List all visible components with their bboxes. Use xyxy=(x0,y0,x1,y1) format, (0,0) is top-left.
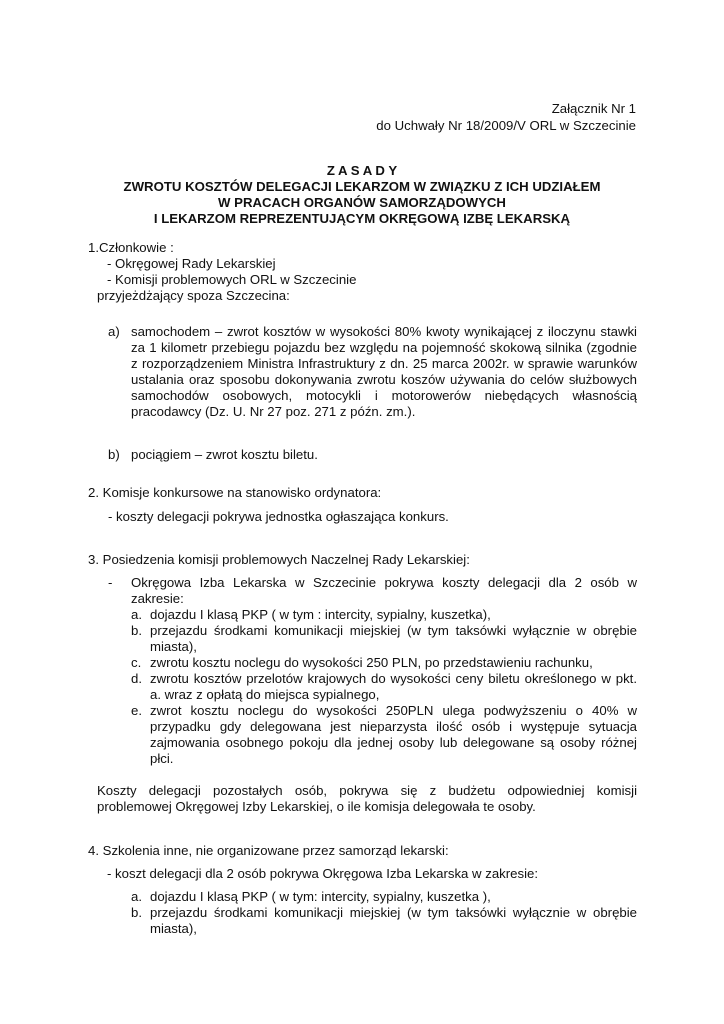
section-1-a-line-3: z rozporządzeniem Ministra Infrastruktury z dn. 25 marca 2002r. w sprawie warunków xyxy=(131,356,637,371)
section-3-note-line-2: problemowej Okręgowej Izby Lekarskiej, o ile komisja delegowała te osoby. xyxy=(97,799,536,814)
section-1-item-2: - Komisji problemowych ORL w Szczecinie xyxy=(107,272,357,287)
section-3-e-line-3: zajmowania osobnego pokoju dla jednej osoby lub delegowane są osoby różnej xyxy=(150,735,637,750)
section-3-d-line-1: zwrotu kosztów przelotów krajowych do wysokości ceny biletu określonego w pkt. xyxy=(150,671,637,686)
section-4-b-line-1: przejazdu środkami komunikacji miejskiej (w tym taksówki wyłącznie w obrębie xyxy=(150,905,637,920)
list-marker-4b: b. xyxy=(131,905,142,920)
section-1-a-line-1: samochodem – zwrot kosztów w wysokości 80% kwoty wynikającej z iloczynu stawki xyxy=(131,324,637,339)
section-3-d-line-2: a. wraz z opłatą do miejsca sypialnego, xyxy=(150,687,380,702)
section-3-intro-line-2: zakresie: xyxy=(131,591,184,606)
list-marker-3a: a. xyxy=(131,607,142,622)
title-line-3: W PRACACH ORGANÓW SAMORZĄDOWYCH xyxy=(218,195,506,210)
section-1-a-line-5: samochodów osobowych, motocykli i motorowerów niebędących własnością xyxy=(131,388,637,403)
section-3-e-line-2: przypadku gdy delegowana jest nieparzysta ilość osób i występuje sytuacja xyxy=(150,719,637,734)
section-3-intro-line-1: Okręgowa Izba Lekarska w Szczecinie pokrywa koszty delegacji dla 2 osób w xyxy=(131,575,637,590)
section-2-heading: 2. Komisje konkursowe na stanowisko ordynatora: xyxy=(88,485,382,500)
section-1-item-1: - Okręgowej Rady Lekarskiej xyxy=(107,256,276,271)
section-1-a-line-4: ustalania oraz sposobu dokonywania zwrotu koszów używania do celów służbowych xyxy=(131,372,637,387)
section-3-e-line-4: płci. xyxy=(150,751,174,766)
section-1-a-line-6: pracodawcy (Dz. U. Nr 27 poz. 271 z późn. zm.). xyxy=(131,404,416,419)
section-3-note-line-1: Koszty delegacji pozostałych osób, pokrywa się z budżetu odpowiedniej komisji xyxy=(97,783,637,798)
document-title: Z A S A D Y xyxy=(326,163,398,178)
section-4-b-line-2: miasta), xyxy=(150,921,197,936)
section-1-tail: przyjeżdżający spoza Szczecina: xyxy=(97,288,290,303)
section-4-heading: 4. Szkolenia inne, nie organizowane przez samorząd lekarski: xyxy=(88,843,449,858)
section-3-heading: 3. Posiedzenia komisji problemowych Naczelnej Rady Lekarskiej: xyxy=(88,552,470,567)
attachment-number: Załącznik Nr 1 xyxy=(551,101,636,116)
section-3-a-line-1: dojazdu I klasą PKP ( w tym : intercity, sypialny, kuszetka), xyxy=(150,607,491,622)
section-3-b-line-2: miasta), xyxy=(150,639,197,654)
section-3-dash: - xyxy=(108,575,113,590)
list-marker-a: a) xyxy=(108,324,120,339)
section-3-e-line-1: zwrot kosztu noclegu do wysokości 250PLN ulega podwyższeniu o 40% w xyxy=(150,703,637,718)
list-marker-3e: e. xyxy=(131,703,142,718)
section-1-heading: 1.Członkowie : xyxy=(88,240,174,255)
resolution-reference: do Uchwały Nr 18/2009/V ORL w Szczecinie xyxy=(376,118,636,133)
section-1-b-text: pociągiem – zwrot kosztu biletu. xyxy=(131,447,318,462)
list-marker-3c: c. xyxy=(131,655,142,670)
section-3-c-line-1: zwrotu kosztu noclegu do wysokości 250 PLN, po przedstawieniu rachunku, xyxy=(150,655,593,670)
section-1-a-line-2: za 1 kilometr przebiegu pojazdu bez względu na pojemność skokową silnika (zgodnie xyxy=(131,340,637,355)
title-line-4: I LEKARZOM REPREZENTUJĄCYM OKRĘGOWĄ IZBĘ LEKARSKĄ xyxy=(153,211,571,226)
list-marker-b: b) xyxy=(108,447,120,462)
list-marker-3b: b. xyxy=(131,623,142,638)
title-line-2: ZWROTU KOSZTÓW DELEGACJI LEKARZOM W ZWIĄZKU Z ICH UDZIAŁEM xyxy=(123,179,601,194)
list-marker-4a: a. xyxy=(131,889,142,904)
section-3-b-line-1: przejazdu środkami komunikacji miejskiej (w tym taksówki wyłącznie w obrębie xyxy=(150,623,637,638)
list-marker-3d: d. xyxy=(131,671,142,686)
section-2-item: - koszty delegacji pokrywa jednostka ogłaszająca konkurs. xyxy=(108,509,449,524)
section-4-a-line-1: dojazdu I klasą PKP ( w tym: intercity, sypialny, kuszetka ), xyxy=(150,889,491,904)
section-4-intro: - koszt delegacji dla 2 osób pokrywa Okręgowa Izba Lekarska w zakresie: xyxy=(107,866,538,881)
